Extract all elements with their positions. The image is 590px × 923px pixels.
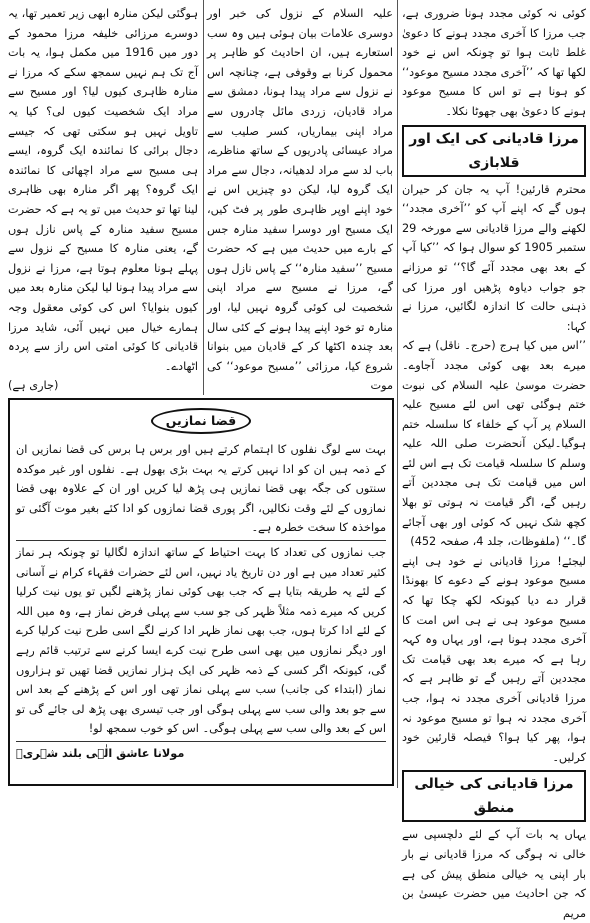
right-column: [402, 4, 587, 920]
article-author: مولانا عاشق الٰہی بلند شہریؒ: [16, 746, 185, 760]
column-divider: [397, 0, 398, 788]
left-column: [8, 4, 198, 392]
right-para-2: محترم قارئین! آپ یہ جان کر حیران ہوں گے کہ اپنے آپ کو ’’آخری مجدد‘‘ لکھنے والے مرزا قادیانی سے مورخہ 29 ستمبر 1905 کو سوال ہوا کہ ’’کیا آپ کے بعد بھی مجدد آئے گا؟‘‘ تو مرزانے جو جواب دیاوہ پڑھیں اور مرزا کی ذہنی حالت کا اندازہ لگائیں، مرزا نے کہا:: [402, 182, 587, 333]
left-para: ہوگئی لیکن منارہ ابھی زیر تعمیر تھا، یہ دوسرے مرزائی خلیفہ مرزا محمود کے دور میں 1916 میں مکمل ہوا، یہ بات آج تک ہم نہیں سمجھ سکے کہ مرزا نے منارہ ظاہری کیوں لیا؟ اور مسیح سے مراد ایک شخصیت کیوں لی؟ کیا یہ تاویل نہیں ہو سکتی تھی کہ جیسے دجال برائی کا نمائندہ ایک گروہ، ایسے ہی مسیح سے مراد اچھائی کا نمائندہ ایک گروہ؟ پھر اگر منارہ بھی ظاہری لینا تھا تو حدیث میں تو یہ ہے کہ حضرت مسیح سفید منارہ کے پاس نازل ہوں گے، یعنی منارہ کا مسیح کے نزول سے پہلے ہونا معلوم ہوتا ہے، مرزا نے نزول سے مراد پیدا ہونا لیا لیکن منارہ بعد میں کیوں بنوایا؟ اس کی کوئی معقول وجہ ہمارے خیال میں نہیں آئی، شاید مرزا قادیانی کا کوئی امتی اس راز سے پردہ اٹھادے۔: [8, 7, 198, 373]
right-para-1: کوئی نہ کوئی مجدد ہونا ضروری ہے، جب مرزا کا آخری مجدد ہونے کا دعویٰ غلط ثابت ہوا تو چونکہ اس نے خود لکھا تھا کہ ’’آخری مجدد مسیح موعود‘‘ کو ہونا ہے تو اس کا مسیح موعود ہونے کا دعویٰ بھی جھوٹا نکلا۔: [402, 7, 586, 118]
section-heading: مرزا قادیانی کی ایک اور قلابازی: [402, 125, 586, 177]
article-title: قضا نمازیں: [151, 408, 251, 434]
divider: [16, 540, 386, 541]
column-divider: [203, 0, 204, 395]
middle-column: [207, 4, 393, 392]
right-quote: ’’اس میں کیا ہرج (حرج۔ ناقل) ہے کہ میرے بعد بھی کوئی مجدد آجاوے۔ حضرت موسیٰ علیہ السلام کی نبوت ختم ہوگئی تھی اس لئے مسیح علیہ السلام پر آپ کے خلفاء کا سلسلہ ختم ہوگیا۔لیکن آنحضرت صلی اللہ علیہ وسلم کا سلسلہ قیامت تک ہے اس لئے اس میں قیامت تک ہی مجددین آتے رہیں گے، اگر قیامت نہ ہوتی تو بھلا کچھ شک نہیں کہ کوئی اور بھی آجائے گا۔‘‘ (ملفوظات، جلد 4، صفحہ 452): [402, 339, 586, 549]
boxed-article: [8, 398, 394, 786]
article-intro: بہت سے لوگ نفلوں کا اہتمام کرتے ہیں اور برس ہا برس کی قضا نمازیں ان کے ذمہ ہیں ان کو ادا نہیں کرتے یہ بہت بڑی بھول ہے۔ نفلوں اور غیر موکدہ سنتوں کی جگہ بھی قضا نمازیں ہی پڑھ لیا کریں اور ان کے علاوہ بھی قضا نمازوں کے لئے وقت نکالیں، اگر پوری قضا نمازوں کو ادا کئے بغیر موت آگئی تو مواخذہ کا سخت خطرہ ہے۔: [16, 443, 386, 535]
right-para-5: یہاں یہ بات آپ کے لئے دلچسپی سے خالی نہ ہوگی کہ مرزا قادیانی نے بار بار اپنی یہ خیالی منطق پیش کی ہے کہ جن احادیث میں حضرت عیسیٰ بن مریم: [402, 828, 586, 920]
divider: [16, 741, 386, 742]
middle-para: علیہ السلام کے نزول کی خبر اور دوسری علامات بیان ہوئی ہیں وہ سب استعارے ہیں، ان احادیث کو ظاہر پر محمول کرنا بے وقوفی ہے، چنانچہ اس نے نزول سے مراد پیدا ہونا، دمشق سے مراد قادیان، زردی مائل چادروں سے مراد اپنی بیماریاں، کسر صلیب سے مراد عیسائی پادریوں کے ساتھ مناظرے، باب لد سے مراد لدھیانہ، دجال سے مراد ایک گروہ لیا، لیکن دو چیزیں اس نے خود اپنے اوپر ظاہری طور پر فٹ کیں، ایک مسیح اور دوسرا سفید منارہ جس کے بارے میں حدیث میں ہے کہ حضرت مسیح ’’سفید منارہ‘‘ کے پاس نازل ہوں گے، مرزا نے مسیح سے مراد اپنی شخصیت لی کوئی گروہ نہیں لیا، اور منارہ تو خود اپنے پیدا ہونے کے کئی سال بعد چندہ اکٹھا کر کے قادیان میں بنوانا شروع کیا، مرزائی ’’مسیح موعود‘‘ کی موت: [206, 7, 393, 393]
article-body: جب نمازوں کی تعداد کا بہت احتیاط کے ساتھ اندازہ لگالیا تو چونکہ ہر نماز کثیر تعداد میں ہے اور دن تاریخ یاد نہیں، اس لئے حضرات فقہاء کرام نے آسانی کے لئے یہ طریقہ بتایا ہے کہ جب بھی کوئی نماز پڑھنے لگیں تو یوں نیت کرلیا کریں کہ میرے ذمہ مثلاً ظہر کی جو سب سے پہلی فرض نماز ہے، وہ میں اللہ کے لئے ادا کرتا ہوں، جب بھی نماز ظہر ادا کرنے لگے اسی طرح نیت کرلیا کرے اور دیگر نمازوں میں بھی اسی طرح نیت کرے ایسا کرنے سے ترتیب قائم رہے گی، کیونکہ اگر کسی کے ذمہ ظہر کی ایک ہزار نمازیں قضا تھیں تو ہزاروں نماز (ابتداء کی جانب) سب سے پہلی نماز تھی اور اس کے پڑھنے کے بعد اس سے جو بعد والی سب سے پہلی ہوگی اور جب تیسری بھی پڑھ لی جائے گی تو اس کے بعد والی سب سے پہلی ہوگی۔ اس کو خوب سمجھ لو!: [16, 545, 386, 736]
right-para-4: لیجئے! مرزا قادیانی نے خود ہی اپنے مسیح موعود ہونے کے دعوے کا بھونڈا قرار دے دیا کیونکہ لکھ چکا تھا کہ مسیح موعود ہی نے ہی اس امت کا آخری مجدد ہونا ہے، اور یہاں وہ کہہ رہا ہے کہ میرے بعد بھی قیامت تک مجددین آتے رہیں گے تو ظاہر ہے کہ مرزا قادیانی آخری مجدد نہ ہوا، جب آخری مجدد نہ ہوا تو مسیح موعود نہ ہوا، پھر کیا ہوا؟ فیصلہ قارئین خود کرلیں۔: [402, 554, 586, 764]
continued-note: (جاری ہے): [8, 379, 59, 393]
section-heading: مرزا قادیانی کی خیالی منطق: [402, 770, 586, 822]
boxed-article-body: [16, 402, 386, 780]
